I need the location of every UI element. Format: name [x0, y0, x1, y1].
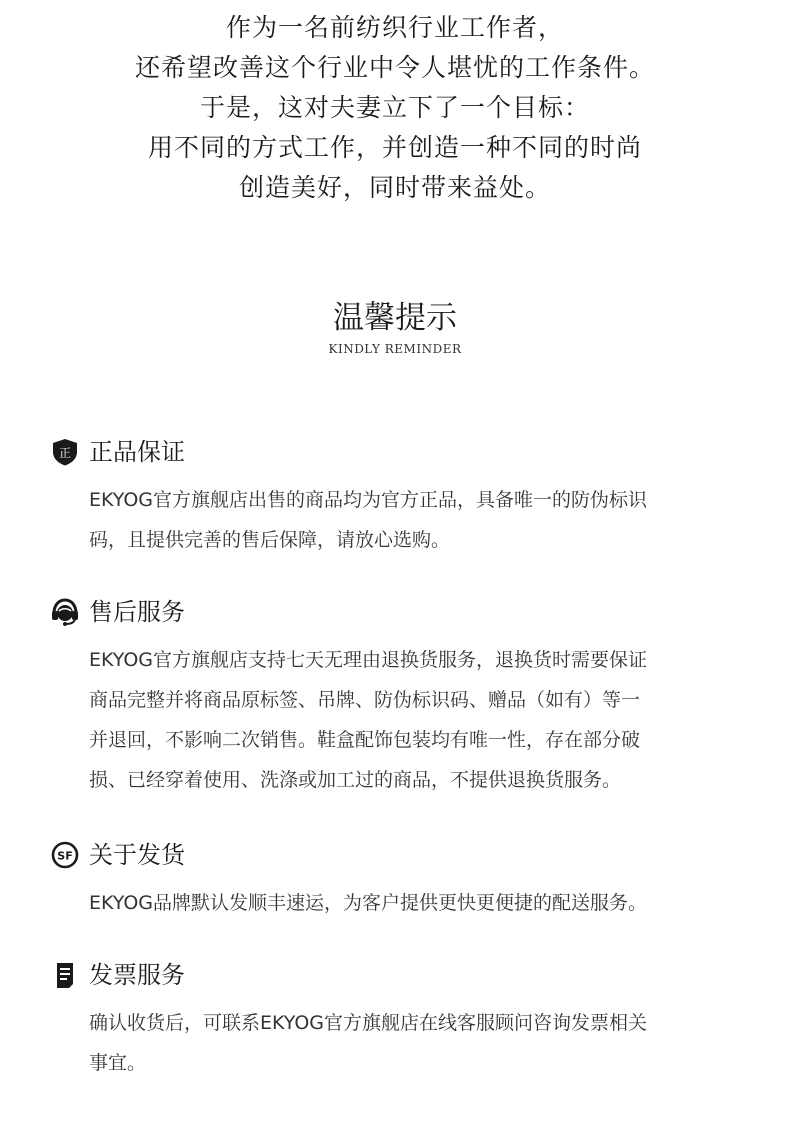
shield-zheng-icon: [50, 437, 80, 467]
sf-express-icon: [50, 840, 80, 870]
section-title: 关于发货: [89, 841, 185, 869]
customer-service-icon: [50, 597, 80, 627]
section-header: [50, 957, 185, 993]
reminder-title: 温馨提示: [333, 300, 457, 336]
section-title: 发票服务: [89, 961, 185, 989]
section-header: [50, 434, 185, 470]
section-body: [89, 1003, 749, 1083]
section-header: [50, 594, 185, 630]
invoice-icon: [50, 960, 80, 990]
section-body-line: EKYOG品牌默认发顺丰速运，为客户提供更快更便捷的配送服务。: [89, 892, 648, 914]
section-body-line: 确认收货后，可联系EKYOG官方旗舰店在线客服顾问咨询发票相关: [89, 1012, 648, 1034]
intro-line: 作为一名前纺织行业工作者，: [225, 13, 564, 42]
intro-line: 还希望改善这个行业中令人堪忧的工作条件。: [134, 53, 655, 82]
section-title: 正品保证: [89, 438, 185, 466]
section-body: [89, 480, 749, 560]
section-body-line: 码，且提供完善的售后保障，请放心选购。: [89, 529, 451, 551]
section-body: [89, 640, 749, 800]
section-body-line: EKYOG官方旗舰店支持七天无理由退换货服务，退换货时需要保证: [89, 649, 648, 671]
section-body-line: 事宜。: [89, 1052, 147, 1074]
section-body-line: 并退回，不影响二次销售。鞋盒配饰包装均有唯一性，存在部分破: [89, 729, 641, 751]
section-header: [50, 837, 185, 873]
section-body: [89, 883, 749, 923]
reminder-subtitle: KINDLY REMINDER: [328, 342, 462, 356]
intro-text-block: [0, 8, 790, 208]
intro-line: 于是，这对夫妻立下了一个目标：: [199, 93, 590, 122]
section-body-line: EKYOG官方旗舰店出售的商品均为官方正品，具备唯一的防伪标识: [89, 489, 648, 511]
svg-text:正: 正: [58, 446, 72, 460]
svg-text:SF: SF: [57, 849, 73, 863]
section-body-line: 损、已经穿着使用、洗涤或加工过的商品，不提供退换货服务。: [89, 769, 622, 791]
section-title: 售后服务: [89, 598, 185, 626]
intro-line: 用不同的方式工作，并创造一种不同的时尚: [147, 133, 642, 162]
section-body-line: 商品完整并将商品原标签、吊牌、防伪标识码、赠品（如有）等一: [89, 689, 641, 711]
intro-line: 创造美好，同时带来益处。: [238, 173, 551, 202]
